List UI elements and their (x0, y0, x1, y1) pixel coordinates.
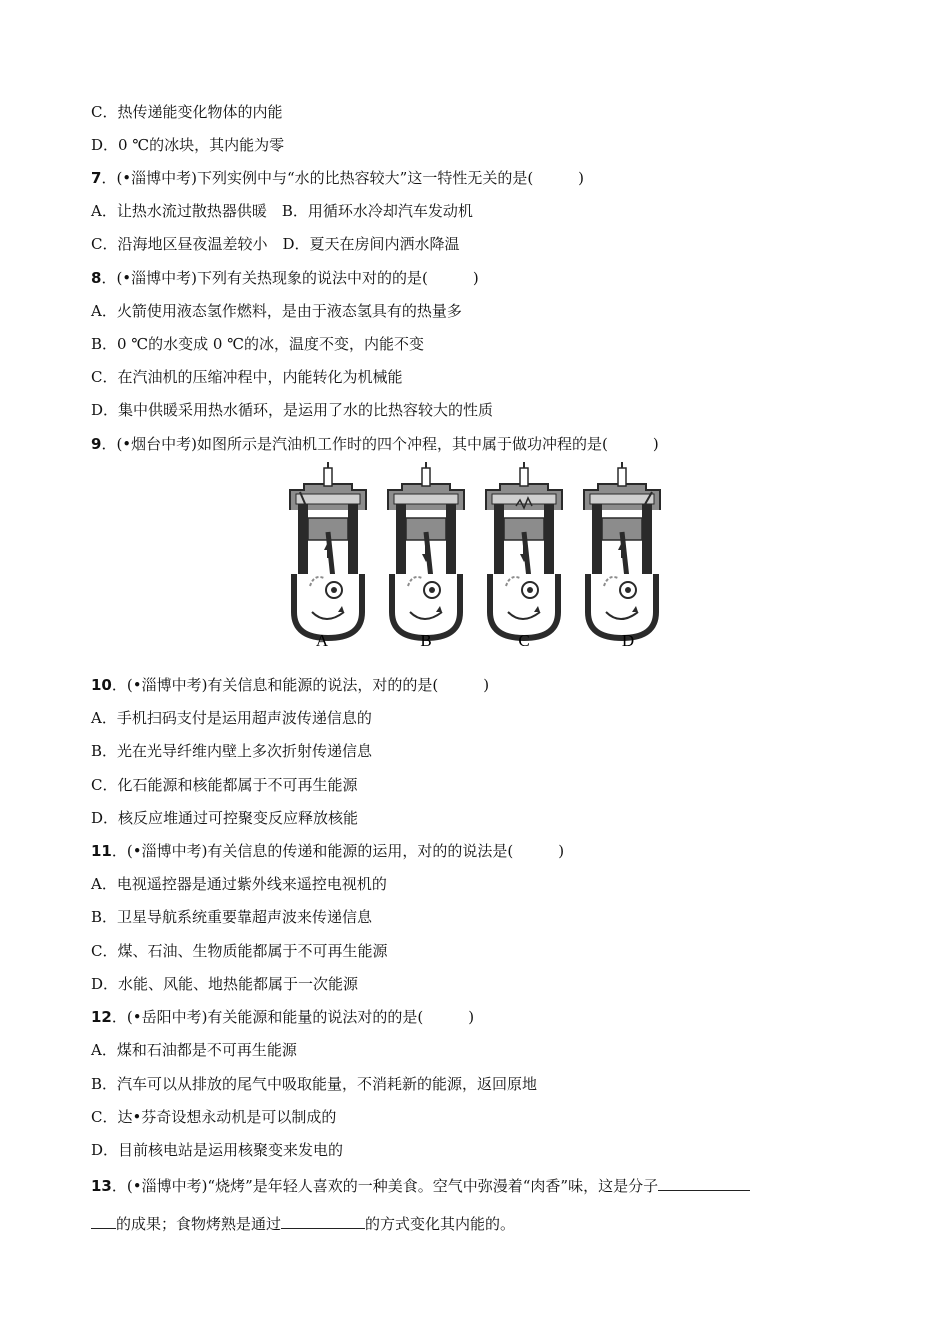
figure-label-a: A (315, 631, 329, 650)
option-line: D．目前核电站是运用核聚变来发电的 (91, 1141, 344, 1159)
option-line: D．核反应堆通过可控聚变反应释放核能 (91, 809, 359, 827)
question-13: 13．(•淄博中考)“烧烤”是年轻人喜欢的一种美食。空气中弥漫着“肉香”味，这是分子 (91, 1174, 750, 1196)
figure-label-d: D (621, 631, 635, 650)
option-line: B．光在光导纤维内壁上多次折射传递信息 (91, 742, 373, 760)
option-line: C．化石能源和核能都属于不可再生能源 (91, 776, 358, 794)
option-line: A．电视遥控器是通过紫外线来遥控电视机的 (91, 875, 387, 893)
option-line: D．水能、风能、地热能都属于一次能源 (91, 975, 359, 993)
option-line: B．卫星导航系统重要靠超声波来传递信息 (91, 908, 373, 926)
engine-diagram-b (388, 462, 464, 638)
option-line: C．沿海地区昼夜温差较小 D．夏天在房间内洒水降温 (91, 235, 460, 253)
question-13-continued: 的成果；食物烤熟是通过 的方式变化其内能的。 (91, 1212, 515, 1234)
option-line: D．集中供暖采用热水循环，是运用了水的比热容较大的性质 (91, 401, 494, 419)
question-7: 7．(•淄博中考)下列实例中与“水的比热容较大”这一特性无关的是( ) (91, 169, 585, 187)
option-line: B．0 ℃的水变成 0 ℃的冰，温度不变，内能不变 (91, 335, 424, 353)
engine-strokes-figure (280, 462, 670, 658)
figure-label-b: B (420, 631, 432, 650)
question-8: 8．(•淄博中考)下列有关热现象的说法中对的的是( ) (91, 269, 479, 287)
engine-diagram-d (584, 462, 660, 638)
question-12: 12．(•岳阳中考)有关能源和能量的说法对的的是( ) (91, 1008, 475, 1026)
question-11: 11．(•淄博中考)有关信息的传递和能源的运用，对的的说法是( ) (91, 842, 565, 860)
option-line: C．达•芬奇设想永动机是可以制成的 (91, 1108, 337, 1126)
answer-blank[interactable] (91, 1212, 116, 1229)
figure-label-c: C (518, 631, 530, 650)
answer-blank[interactable] (658, 1174, 750, 1191)
option-line: D．0 ℃的冰块，其内能为零 (91, 136, 285, 154)
engine-diagram-c (486, 462, 562, 638)
option-line: C．热传递能变化物体的内能 (91, 103, 283, 121)
question-9: 9．(•烟台中考)如图所示是汽油机工作时的四个冲程，其中属于做功冲程的是( ) (91, 435, 659, 453)
option-line: A．煤和石油都是不可再生能源 (91, 1041, 297, 1059)
option-line: C．在汽油机的压缩冲程中，内能转化为机械能 (91, 368, 403, 386)
option-line: A．手机扫码支付是运用超声波传递信息的 (91, 709, 372, 727)
engine-diagram-a (290, 462, 366, 638)
option-line: A．让热水流过散热器供暖 B．用循环水冷却汽车发动机 (91, 202, 473, 220)
question-10: 10．(•淄博中考)有关信息和能源的说法，对的的是( ) (91, 676, 490, 694)
answer-blank[interactable] (281, 1212, 365, 1229)
option-line: C．煤、石油、生物质能都属于不可再生能源 (91, 942, 388, 960)
option-line: B．汽车可以从排放的尾气中吸取能量，不消耗新的能源，返回原地 (91, 1075, 538, 1093)
option-line: A．火箭使用液态氢作燃料，是由于液态氢具有的热量多 (91, 302, 462, 320)
